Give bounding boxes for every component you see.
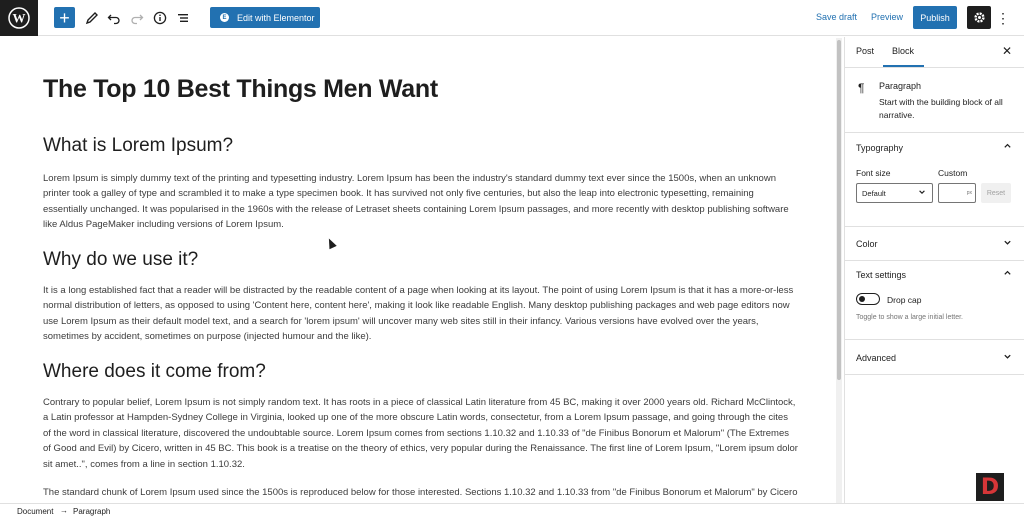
publish-button[interactable]: Publish bbox=[913, 6, 957, 29]
block-inserter-button[interactable] bbox=[54, 7, 75, 28]
brand-letter: D bbox=[980, 474, 1000, 500]
arrow-right-icon: → bbox=[60, 506, 68, 515]
redo-icon[interactable] bbox=[127, 8, 147, 28]
undo-icon[interactable] bbox=[104, 8, 124, 28]
text-settings-panel-toggle[interactable]: Text settings bbox=[856, 270, 907, 280]
divider bbox=[845, 260, 1024, 261]
divider bbox=[845, 339, 1024, 340]
section-heading[interactable]: Where does it come from? bbox=[43, 361, 266, 382]
editor-toolbar bbox=[0, 0, 1024, 36]
section-heading[interactable]: Why do we use it? bbox=[43, 249, 199, 270]
divider bbox=[845, 132, 1024, 133]
chevron-up-icon[interactable] bbox=[1003, 268, 1012, 279]
typography-panel-toggle[interactable]: Typography bbox=[856, 143, 904, 153]
post-title[interactable]: The Top 10 Best Things Men Want bbox=[43, 75, 438, 103]
tab-post[interactable]: Post bbox=[856, 46, 875, 56]
block-breadcrumb bbox=[0, 503, 1024, 519]
custom-size-label: Custom bbox=[938, 168, 968, 178]
editor-canvas bbox=[0, 37, 834, 503]
font-size-select[interactable] bbox=[856, 183, 933, 203]
elementor-logo-icon: E bbox=[220, 13, 229, 22]
divider bbox=[845, 226, 1024, 227]
unit-label: px bbox=[966, 190, 972, 196]
brand-logo-badge bbox=[976, 473, 1004, 501]
chevron-up-icon[interactable] bbox=[1003, 141, 1012, 152]
list-view-icon[interactable] bbox=[173, 8, 193, 28]
paragraph-block[interactable]: Lorem Ipsum is simply dummy text of the printing and typesetting industry. Lorem Ipsum has been the industry's standard dummy text ever since the 1500s, when an unknown printer took a galley of type and scrambled it to make a type specimen book. It has survived not only five centuries, but also the leap into electronic typesetting, remaining essentially unchanged. It was popularised in the 1960s with the release of Letraset sheets containing Lorem Ipsum passages, and more recently with desktop publishing software like Aldus PageMaker including versions of Lorem Ipsum. bbox=[43, 173, 789, 231]
font-size-label: Font size bbox=[856, 168, 891, 178]
block-description: Start with the building block of all narrative. bbox=[879, 97, 1003, 120]
breadcrumb-paragraph[interactable]: Paragraph bbox=[73, 507, 111, 516]
preview-button[interactable]: Preview bbox=[871, 12, 904, 22]
drop-cap-help: Toggle to show a large initial letter. bbox=[856, 314, 964, 321]
settings-gear-icon[interactable] bbox=[967, 6, 991, 29]
breadcrumb-document[interactable]: Document bbox=[17, 507, 54, 516]
divider bbox=[845, 67, 1024, 68]
chevron-down-icon[interactable] bbox=[1003, 352, 1012, 363]
paragraph-block[interactable]: It is a long established fact that a reader will be distracted by the readable content of a page when looking at its layout. The point of using Lorem Ipsum is that it has a more-or-less normal distribution of letters, as opposed to using 'Content here, content here', making it look like readable English. Many desktop publishing packages and web page editors now use Lorem Ipsum as their default model text, and a search for 'lorem ipsum' will uncover many web sites still in their infancy. Various versions have evolved over the years, sometimes by accident, sometimes on purpose (injected humour and the like). bbox=[43, 285, 794, 343]
reset-font-size-button[interactable]: Reset bbox=[981, 183, 1011, 203]
chevron-down-icon bbox=[918, 188, 926, 198]
block-name: Paragraph bbox=[879, 81, 922, 91]
wordpress-logo-icon[interactable] bbox=[0, 0, 38, 36]
content-scrollbar-thumb[interactable] bbox=[837, 40, 841, 380]
edit-with-elementor-button[interactable] bbox=[210, 7, 320, 28]
paragraph-block[interactable]: The standard chunk of Lorem Ipsum used since the 1500s is reproduced below for those interested. Sections 1.10.32 and 1.10.33 from "de Finibus Bonorum et Malorum" by Cicero bbox=[43, 487, 798, 498]
tab-block[interactable]: Block bbox=[892, 46, 915, 56]
details-info-icon[interactable] bbox=[150, 8, 170, 28]
divider bbox=[845, 374, 1024, 375]
custom-font-size-input[interactable] bbox=[938, 183, 976, 203]
drop-cap-toggle[interactable] bbox=[856, 293, 880, 305]
plus-icon: + bbox=[59, 7, 70, 28]
drop-cap-label: Drop cap bbox=[887, 295, 922, 305]
close-sidebar-icon[interactable]: ✕ bbox=[1001, 44, 1012, 58]
color-panel-toggle[interactable]: Color bbox=[856, 239, 878, 249]
advanced-panel-toggle[interactable]: Advanced bbox=[856, 353, 897, 363]
settings-sidebar bbox=[844, 37, 1024, 503]
svg-text:W: W bbox=[12, 10, 26, 26]
section-heading[interactable]: What is Lorem Ipsum? bbox=[43, 135, 234, 156]
paragraph-block[interactable]: Contrary to popular belief, Lorem Ipsum is not simply random text. It has roots in a piece of classical Latin literature from 45 BC, making it over 2000 years old. Richard McClintock, a Latin professor at Hampden-Sydney College in Virginia, looked up one of the more obscure Latin words, consectetur, from a Lorem Ipsum passage, and going through the cites of the word in classical literature, discovered the undoubtable source. Lorem Ipsum comes from sections 1.10.32 and 1.10.33 of "de Finibus Bonorum et Malorum" (The Extremes of Good and Evil) by Cicero, written in 45 BC. This book is a treatise on the theory of ethics, very popular during the Renaissance. The first line of Lorem Ipsum, "Lorem ipsum dolor sit amet..", comes from a line in section 1.10.32. bbox=[43, 397, 798, 470]
paragraph-block-icon: ¶ bbox=[858, 81, 865, 95]
tools-pencil-icon[interactable] bbox=[82, 8, 102, 28]
chevron-down-icon[interactable] bbox=[1003, 238, 1012, 249]
font-size-value: Default bbox=[862, 189, 886, 198]
more-options-icon[interactable]: ⋮ bbox=[996, 10, 1010, 26]
edit-with-elementor-label: Edit with Elementor bbox=[237, 12, 315, 23]
save-draft-button[interactable]: Save draft bbox=[816, 12, 858, 22]
toggle-knob bbox=[859, 296, 865, 302]
